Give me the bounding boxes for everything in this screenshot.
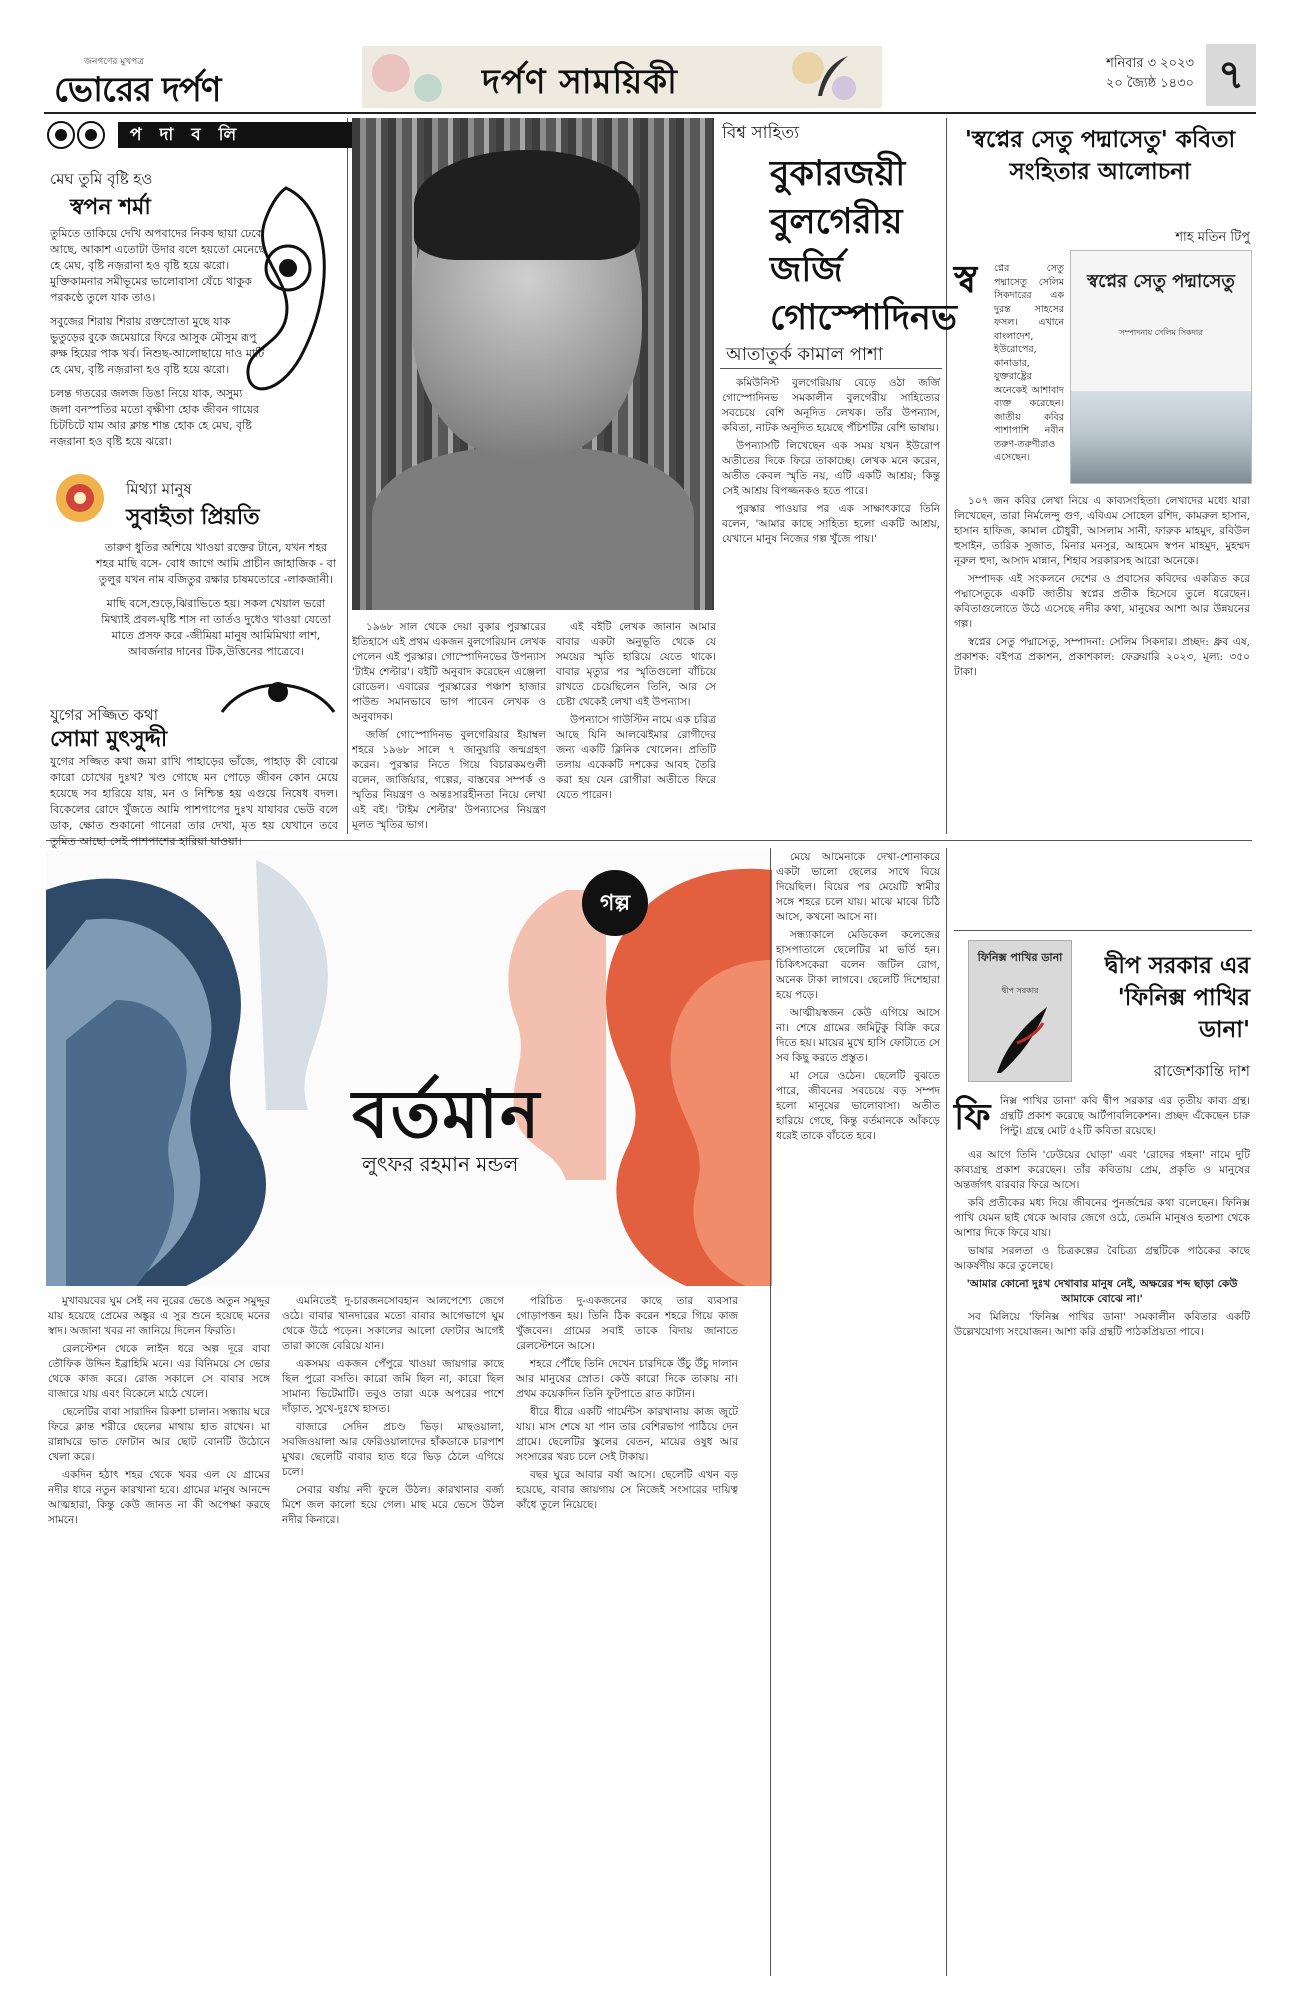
review-paragraph: কবি প্রতীকের মধ্য দিয়ে জীবনের পুনর্জন্মের কথা বলেছেন। ফিনিক্স পাখি যেমন ছাই থেকে আবার জেগে ওঠে, তেমনি মানুষও হতাশা থেকে আশার দিকে ফিরে যায়।	[954, 1197, 1250, 1239]
poem-stanza: তারুণ ধুতির অশিয়ে খাওয়া রক্তের টানে, যখন শহর শহর মাছি বসে- বোধ জাগে আমি প্রাচীন জাহাজিক - বা তুলুর যখন নাম বজিতুর রক্ষার চাষমতোরে -লাকজানী।	[96, 541, 336, 586]
masthead	[44, 44, 1256, 114]
rakhi-ornament-icon	[52, 470, 108, 526]
story-column	[776, 850, 940, 1974]
dropcap: ফি	[954, 1096, 991, 1138]
column-rule	[946, 848, 947, 940]
story-column	[516, 1294, 738, 1974]
story-column	[48, 1294, 270, 1974]
poem-body	[96, 540, 336, 660]
poem-stanza: মাছি বসে,শুড়ে,ঝিরাভিতে হয়। সকল খেয়াল ভরো মিথ্যাই প্রবল-ঘৃষ্টি শাস না তার্তও দুধেও খাওয়া যেতো মাতে প্রসফ করে -জীমিয়া মানুষ আমিমিথ্যা লাশ, আবর্জনার দানের টিক,উত্তিনের পাত্রেবে।	[101, 597, 331, 658]
book-cover-title: ফিনিক্স পাখির ডানা	[977, 951, 1063, 964]
review-body	[954, 494, 1250, 834]
story-paragraph: সন্ধ্যাকালে মেডিকেল কলেজের হাসপাতালে ছেলেটির মা ভর্তি হন। চিকিৎসকেরা বলেন জটিল রোগ, অনেক টাকা লাগবে। ছেলেটি দিশেহারা হয়ে পড়ে।	[776, 929, 940, 1001]
article-column	[352, 620, 546, 834]
story-paragraph: একদিন হঠাৎ শহর থেকে খবর এল যে গ্রামের নদীর ধারে নতুন কারখানা হবে। গ্রামের মানুষ আনন্দে আত্মহারা, কিন্তু কেউ জানত না কী অপেক্ষা করছে সামনে।	[48, 1469, 270, 1526]
story-paragraph: ছেলেটির বাবা সারাদিন রিকশা চালান। সন্ধ্যায় ঘরে ফিরে ক্লান্ত শরীরে ছেলের মাথায় হাত রাখেন। মা রান্নাঘরে ভাত ফোটান আর ছোট বোনটি উঠোনে খেলা করে।	[48, 1406, 270, 1463]
column-rule	[770, 848, 771, 1976]
story-paragraph: বছর ঘুরে আবার বর্ষা আসে। ছেলেটি এখন বড় হয়েছে, বাবার জায়গায় সে নিজেই সংসারের দায়িত্ব কাঁধে তুলে নিয়েছে।	[516, 1469, 738, 1511]
quill-icon	[812, 54, 852, 100]
article-paragraph: উপন্যাসে গাউস্টিন নামে এক চরিত্র আছে যিনি আলঝেইমার রোগীদের জন্য একটি ক্লিনিক খোলেন। প্রতিটি তলায় একেকটি দশকের আবহ তৈরি করা হয় যেন রোগীরা অতীতে ফিরে যেতে পারেন।	[556, 714, 716, 801]
author-photo	[352, 118, 714, 610]
story-paragraph: একসময় একজন পেঁপুরে খাওয়া জায়গার কাছে ছিল পুরো বসতি। কারো জমি ছিল না, কারো ছিল সামান্য ভিটেমাটি। তবুও তারা একে অপরের পাশে দাঁড়াত, সুখে-দুঃখে হাসত।	[282, 1358, 504, 1415]
article-column	[556, 620, 716, 834]
story-paragraph: এমনিতেই দু-চারজনসোবহান আলপেশ্যে জেগে ওঠে। বাবার খানদারের মতো বাবার আগেভাগে ঘুম থেকে উঠে পড়েন। সকালের আলো ফোটার আগেই তারা কাজে বেরিয়ে যান।	[282, 1295, 504, 1352]
story-paragraph: বাজারে সেদিন প্রচণ্ড ভিড়। মাছওয়ালা, সবজিওয়ালা আর ফেরিওয়ালাদের হাঁকডাকে চারপাশ মুখর। ছেলেটি বাবার হাত ধরে ভিড় ঠেলে এগিয়ে চলে।	[282, 1421, 504, 1478]
poem-stanza: সবুজের শিরায় শিরায় রক্তস্রোতা মুছে যাক ভুতুড়ের বুকে জমেয়ারে ফিরে আসুক মৌসুম রূপু রুক্ষ হিয়ের পাক খর্ব। নিশুছ-আলোছায়ে দাও মাটি হে মেঘ, বৃষ্টি নজ়রানা হও বৃষ্টি হয়ে ঝরো।	[50, 315, 265, 376]
review-body	[954, 1148, 1250, 1974]
story-paragraph: মুখাবয়বের ঘুম সেই নব নুরের ভেঙে অতুন সমুদ্দুর যায় হয়েছে প্রেমের অঙ্কুর এ সুর শুনে হয়েছে মনের স্বাদ। অজানা খবর না জানিয়ে দিলেন ফিরতি।	[48, 1295, 270, 1337]
story-paragraph: মেয়ে আমেনাকে দেখা-শোনাকরে একটা ভালো ছেলের সাথে বিয়ে দিয়েছিল। বিয়ের পর মেয়েটি স্বামীর সঙ্গে শহরে চলে যায়। মাঝে মাঝে চিঠি আসে, কখনো আসে না।	[776, 851, 940, 923]
section-banner	[362, 46, 882, 108]
review-byline: শাহ মতিন টিপু	[1175, 230, 1250, 245]
book-cover-title: স্বপ্নের সেতু পদ্মাসেতু	[1087, 271, 1235, 292]
story-title: বর্তমান	[352, 1075, 542, 1153]
review-paragraph: প্নের সেতু পদ্মাসেতু সেলিম সিকদারের এক দুরন্ত সাহসের ফসল। এখানে বাংলাদেশ, ইউরোপের, কানাডার, যুক্তরাষ্ট্রের অনেকেই আশাবাদ ব্যক্ত করেছেন। জাতীয় কবির পাশাপাশি নবীন তরুণ-তরুণীরাও এসেছেন।	[994, 263, 1064, 463]
review-paragraph: সম্পাদক এই সংকলনে দেশের ও প্রবাসের কবিদের একত্রিত করে পদ্মাসেতুকে একটি জাতীয় স্বপ্নের প্রতীক হিসেবে তুলে ধরেছেন। কবিতাগুলোতে উঠে এসেছে নদীর কথা, মানুষের আশা আর উন্নয়নের গল্প।	[954, 573, 1250, 630]
story-paragraph: মা সেরে ওঠেন। ছেলেটি বুঝতে পারে, জীবনের সবচেয়ে বড় সম্পদ হলো মানুষের ভালোবাসা। অতীত হারিয়ে গেছে, কিন্তু বর্তমানকে আঁকড়ে ধরেই তাকে বাঁচতে হবে।	[776, 1070, 940, 1142]
review-paragraph: ১০৭ জন কবির লেখা নিয়ে এ কাব্যসংহিতা। লেখাদের মধ্যে যারা লিখেছেন, তারা নির্মলেন্দু গুণ, এবিএম সোহেল রশিদ, কামরুল হাসান, হাসান হাফিজ, কামাল চৌধুরী, আসলাম সানী, ফারুক মাহমুদ, রবিউল হুসাইন, তারিক সুজাত, মিনার মনসুর, আহমেদ স্বপন মাহমুদ, মুহম্মদ নূরুল হুদা, আসাদ মান্নান, শিহাব সরকারসহ আরো অনেকে।	[954, 495, 1250, 567]
story-paragraph: সেবার বর্ষায় নদী ফুলে উঠল। কারখানার বর্জ্য মিশে জল কালো হয়ে গেল। মাছ মরে ভেসে উঠল নদীর কিনারে।	[282, 1484, 504, 1526]
mandala-ornament-icon	[46, 120, 112, 150]
page-number: ৭	[1206, 44, 1256, 106]
poem-author: স্বপন শর্মা	[70, 194, 151, 220]
review-quote: 'আমার কোনো দুঃখ দেখাবার মানুষ নেই, অক্ষরের শব্দ ছাড়া কেউ আমাকে বোঝে না।'	[966, 1278, 1238, 1305]
column-rule	[946, 940, 947, 1976]
book-cover	[968, 940, 1072, 1082]
review-paragraph: ভাষার সরলতা ও চিত্রকল্পের বৈচিত্র্য গ্রন্থটিকে পাঠকের কাছে আকর্ষণীয় করে তুলেছে।	[954, 1245, 1250, 1272]
article-kicker: বিশ্ব সাহিত্য	[722, 123, 800, 143]
book-cover-editor: সম্পাদনায় সেলিম সিকদার	[1119, 328, 1203, 337]
poem-stanza: চলন্ত গতরের জলজ ডিঙা নিয়ে যাক, অসুম্য জলা বনস্পতির মতো বৃক্ষীণা হোক জীবন গায়ের চিটচিটে যাম আর ক্লান্ত শান্ত হোক হে মেঘ, বৃষ্টি নজ়রানা হও বৃষ্টি হয়ে ঝরো।	[50, 387, 260, 448]
paisley-ornament-icon	[230, 178, 342, 408]
article-paragraph: কমিউনিস্ট বুলগেরিয়ায় বেড়ে ওঠা জর্জি গোস্পোদিনভ সমকালীন বুলগেরীয় সাহিত্যের সবচেয়ে বেশি অনূদিত লেখক। তাঁর উপন্যাস, কবিতা, নাটক অনূদিত হয়েছে পঁচিশটির বেশি ভাষায়।	[722, 377, 940, 434]
poem-stanza: যুগের সজ্জিত কথা জমা রাখি পাহাড়ের ভাঁজে, পাহাড় কী বোঝে কারো চোখের দুঃখ? খণ্ড গোছে মন পোড়ে জীবন কোন মেয়ে হয়েছে সব হারিয়ে যায়, মন ও নিশ্চিন্ত হয় এগুয়ে নিষেধ বদল। বিকেলের রোদে খুঁজতে আমি পাশপাপের দুঃখ যাযাবর ভেউ বলে ডাক, ক্ষোত শুকানো গানেরা তার দেখা, মৃত হয় যেখানে তবে তুমিত আছো সেই পাশপাশের হারিয়া যাওয়া।	[50, 755, 338, 848]
poem-title: মিথ্যা মানুষ	[126, 480, 192, 498]
story-paragraph: আত্মীয়স্বজন কেউ এগিয়ে আসে না। শেষে গ্রামের জমিটুকু বিক্রি করে দিতে হয়। মায়ের মুখে হাসি ফোটাতে সে সব কিছু করতে প্রস্তুত।	[776, 1007, 940, 1064]
padaboli-header	[46, 120, 346, 150]
article-byline: আতাতুর্ক কামাল পাশা	[726, 344, 884, 365]
issue-day-date: শনিবার ৩ ২০২৩	[1106, 56, 1194, 71]
poem-body	[50, 754, 338, 850]
review-headline: দ্বীপ সরকার এর 'ফিনিক্স পাখির ডানা'	[1104, 952, 1250, 1043]
dropcap: স্ব	[954, 256, 978, 301]
story-badge: গল্প	[582, 870, 648, 936]
article-headline: বুকারজয়ী বুলগেরীয় জর্জি গোস্পোদিনভ	[770, 153, 958, 338]
brand-name: ভোরের দর্পণ	[54, 70, 221, 110]
poem-author: সুবাইতা প্রিয়তি	[126, 504, 260, 530]
feather-icon	[987, 1003, 1053, 1075]
article-paragraph: জর্জি গোস্পোদিনভ বুলগেরিয়ার ইয়াম্বল শহরে ১৯৬৮ সালে ৭ জানুয়ারি জন্মগ্রহণ করেন। পুরস্কার নিতে গিয়ে বিচারকমণ্ডলী বলেন, জার্জিয়ার, গল্পের, বাস্তবের সম্পর্ক ও স্মৃতির নিয়ন্ত্রণ ও অন্তঃসারহীনতা নিয়ে লেখা এই বই। 'টাইম শেল্টার' উপন্যাসের নিয়ন্ত্রণ মূলত স্মৃতির ভাগ।	[352, 729, 546, 831]
issue-bangla-date: ২০ জ্যৈষ্ঠ ১৪৩০	[1105, 76, 1194, 91]
poem-title: যুগের সজ্জিত কথা	[50, 706, 159, 724]
article-column	[722, 376, 940, 834]
poem-author: সোমা মুৎসুদ্দী	[50, 726, 168, 752]
padaboli-label: প দা ব লি	[118, 122, 356, 148]
floral-ornament-icon	[218, 672, 338, 718]
review-paragraph: নিক্স পাখির ডানা' কবি দ্বীপ সরকার এর তৃতীয় কাব্য গ্রন্থ। গ্রন্থটি প্রকাশ করেছে আর্টপাবলিকেশন। প্রচ্ছদ এঁকেছেন চারু পিন্টু। গ্রন্থে মোট ৫২টি কবিতা রয়েছে।	[1000, 1095, 1250, 1137]
poem-stanza: তুমিতে তাকিয়ে দেখি অপবাদের নিকষ ছায়া ঢেকে আছে, আকাশ এতোটা উদার বলে হয়তো মেনেছে হে মেঘ, বৃষ্টি নজ়রানা হও বৃষ্টি হয়ে ঝরো। মুক্তিকামনার সমীভূমের ভালোবাসা যেঁচে থাকুক পরকণ্ঠে তুলে যাক তাও।	[50, 227, 266, 304]
article-paragraph: উপন্যাসটি লিখেছেন এক সময় যখন ইউরোপ অতীতের দিকে ফিরে তাকাচ্ছে। লেখক মনে করেন, অতীত কেবল স্মৃতি নয়, এটি একটি আশ্রয়; কিন্তু সেই আশ্রয় বিপজ্জনকও হতে পারে।	[722, 440, 940, 497]
story-column	[282, 1294, 504, 1974]
section-title: দর্পণ সাময়িকী	[482, 62, 678, 102]
bridge-illustration	[1071, 391, 1251, 483]
review-paragraph: স্বপ্নের সেতু পদ্মাসেতু, সম্পাদনা: সেলিম সিকদার। প্রচ্ছদ: ধ্রুব এষ, প্রকাশক: বইপত্র প্রকাশন, প্রকাশকাল: ফেব্রুয়ারি ২০২৩, মূল্য: ৩৫০ টাকা।	[954, 636, 1250, 678]
story-paragraph: রেলস্টেশন থেকে লাইন ধরে অল্প দূরে বাবা তৌফিক উদ্দিন ইব্রাহিমি মনে। এর বিনিময়ে সে ভোর থেকে কাজ করে। রোজ সকালে সে বাবার সঙ্গে বাজারে যায় এবং বিকেলে মাঠে খেলে।	[48, 1343, 270, 1400]
issue-date	[1044, 54, 1194, 94]
poem-title: মেঘ তুমি বৃষ্টি হও	[50, 170, 153, 188]
review-headline: 'স্বপ্নের সেতু পদ্মাসেতু' কবিতা সংহিতার আলোচনা	[964, 126, 1236, 185]
newspaper-logo[interactable]	[44, 50, 374, 110]
byline-rule	[720, 368, 942, 369]
story-paragraph: পরিচিত দু-একজনের কাছে তার ব্যবসার গোড়াপত্তন হয়। তিনি ঠিক করেন শহরে গিয়ে কাজ খুঁজবেন। গ্রামের সবাই তাকে বিদায় জানাতে রেলস্টেশনে আসে।	[516, 1295, 738, 1352]
article-paragraph: পুরস্কার পাওয়ার পর এক সাক্ষাৎকারে তিনি বলেন, 'আমার কাছে সাহিত্য হলো একটি আশ্রয়, যেখানে মানুষ নিজের গল্প খুঁজে পায়।'	[722, 503, 940, 545]
review-paragraph: এর আগে তিনি 'ঢেউয়ের ঘোড়া' এবং 'রোদের গহনা' নামে দুটি কাব্যগ্রন্থ প্রকাশ করেছেন। তাঁর কবিতায় প্রেম, প্রকৃতি ও মানুষের অন্তর্জগৎ বারবার ফিরে আসে।	[954, 1149, 1250, 1191]
book-cover	[1070, 250, 1252, 484]
review-paragraph: সব মিলিয়ে 'ফিনিক্স পাখির ডানা' সমকালীন কবিতার একটি উল্লেখযোগ্য সংযোজন। আশা করি গ্রন্থটি পাঠকপ্রিয়তা পাবে।	[954, 1311, 1250, 1338]
story-author: লুৎফর রহমান মন্ডল	[362, 1152, 519, 1176]
article-paragraph: ১৯৬৮ সাল থেকে দেয়া বুকার পুরস্কারের ইতিহাসে এই প্রথম একজন বুলগেরিয়ান লেখক পেলেন এই পুরস্কার। গোস্পোদিনভের উপন্যাস 'টাইম শেল্টার'। বইটি অনুবাদ করেছেন এঞ্জেলা রোডেল। এবারের পুরস্কারের পঞ্চাশ হাজার পাউন্ড সমানভাবে ভাগ পাবেন লেখক ও অনুবাদক।	[352, 621, 546, 723]
book-cover-author: দ্বীপ সরকার	[1001, 986, 1039, 995]
column-rule	[347, 118, 348, 834]
review-byline: রাজেশকান্তি দাশ	[1153, 1062, 1250, 1080]
story-paragraph: শহরে পৌঁছে তিনি দেখেন চারদিকে উঁচু উঁচু দালান আর মানুষের স্রোত। কেউ কারো দিকে তাকায় না। প্রথম কয়েকদিন তিনি ফুটপাতে রাত কাটান।	[516, 1358, 738, 1400]
brand-tagline: জনগণের মুখপত্র	[84, 57, 144, 67]
section-rule	[954, 930, 1252, 931]
article-paragraph: এই বইটি লেখক জানান আমার বাবার একটা অনুভূতি থেকে যে সময়ের স্মৃতি হারিয়ে যেতে থাকে। বাবার মৃত্যুর পর স্মৃতিগুলো বাঁচিয়ে রাখতে চেয়েছিলেন তিনি, আর সে চেষ্টা থেকেই লেখা এই উপন্যাস।	[556, 621, 716, 708]
story-paragraph: ধীরে ধীরে একটি গার্মেন্টস কারখানায় কাজ জুটে যায়। মাস শেষে যা পান তার বেশিরভাগ পাঠিয়ে দেন গ্রামে। ছেলেটির স্কুলের বেতন, মায়ের ওষুধ আর সংসারের খরচ চলে সেই টাকায়।	[516, 1406, 738, 1463]
